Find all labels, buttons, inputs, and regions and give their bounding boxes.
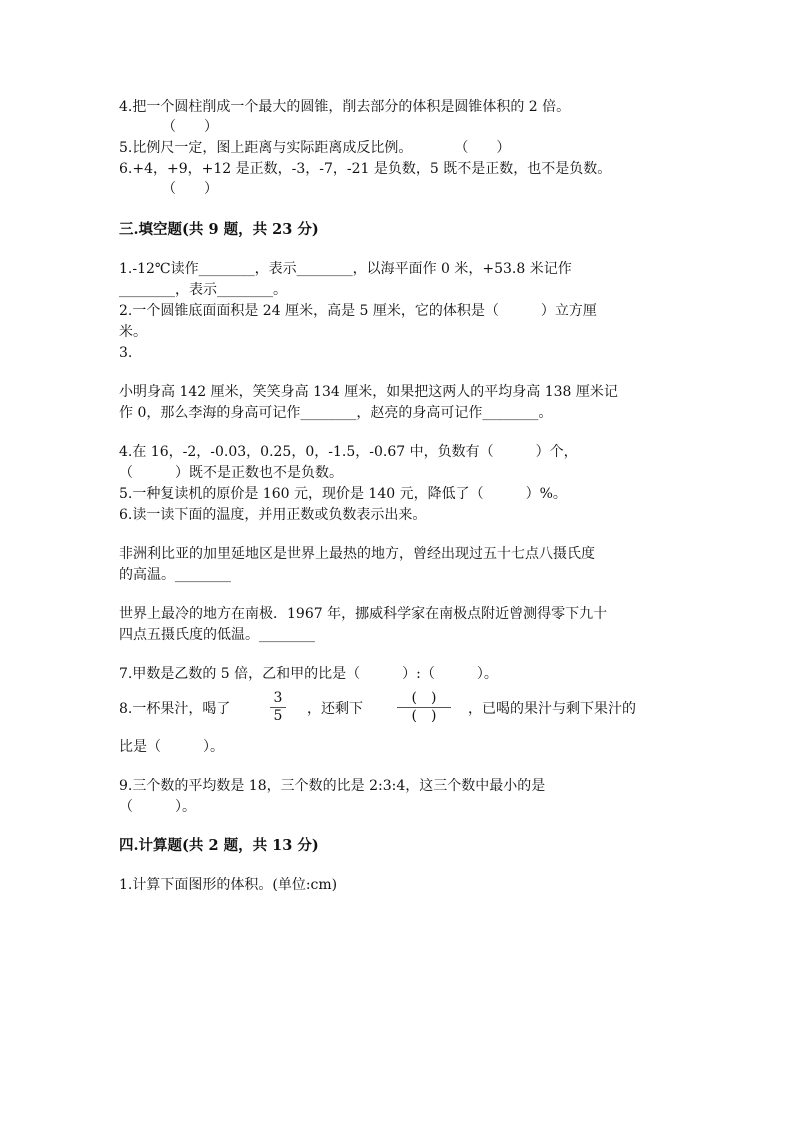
question-4-line-1: 4.在 16，-2，-0.03，0.25，0，-1.5，-0.67 中，负数有（ ）个， xyxy=(119,444,578,460)
question-6: 6.读一读下面的温度，并用正数或负数表示出来。 xyxy=(119,507,427,523)
question-6-hot-line-1: 非洲利比亚的加里延地区是世界上最热的地方，曾经出现过五十七点八摄氏度 xyxy=(119,546,595,562)
question-8-suffix: ，已喝的果汁与剩下果汁的 xyxy=(468,701,636,717)
question-9-line-2: （ ）。 xyxy=(119,799,196,815)
fraction-denominator: ( ) xyxy=(411,708,437,724)
question-3-number: 3. xyxy=(119,345,133,361)
question-7: 7.甲数是乙数的 5 倍，乙和甲的比是（ ）:（ ）。 xyxy=(119,666,498,682)
fraction-three-fifths xyxy=(270,691,286,724)
question-1-line-2: ________，表示________。 xyxy=(119,282,287,298)
question-2-line-1: 2.一个圆锥底面面积是 24 厘米，高是 5 厘米，它的体积是（ ）立方厘 xyxy=(119,303,597,319)
question-3-line-2: 作 0，那么李海的身高可记作________，赵亮的身高可记作________。 xyxy=(119,405,553,421)
question-9-line-1: 9.三个数的平均数是 18，三个数的比是 2:3:4，这三个数中最小的是 xyxy=(119,778,546,794)
question-4-line-2: （ ）既不是正数也不是负数。 xyxy=(119,465,343,481)
answer-bracket: （ ） xyxy=(162,119,218,135)
fraction-blank xyxy=(397,691,451,724)
question-6-cold-line-2: 四点五摄氏度的低温。________ xyxy=(119,627,315,643)
question-6-hot-line-2: 的高温。________ xyxy=(119,567,231,583)
question-5: 5.一种复读机的原价是 160 元，现价是 140 元，降低了（ ）%。 xyxy=(119,486,567,502)
question-2-line-2: 米。 xyxy=(119,324,147,340)
calc-question-1: 1.计算下面图形的体积。(单位:cm) xyxy=(119,877,338,893)
question-1-line-1: 1.-12℃读作________，表示________，以海平面作 0 米，+53.8 米记作 xyxy=(119,261,572,277)
question-6-cold-line-1: 世界上最冷的地方在南极．1967 年，挪威科学家在南极点附近曾测得零下九十 xyxy=(119,606,608,622)
fraction-numerator: 3 xyxy=(273,690,283,706)
judgement-item-5: 5.比例尺一定，图上距离与实际距离成反比例。 （ ） xyxy=(119,140,511,156)
section-4-heading: 四.计算题(共 2 题，共 13 分) xyxy=(119,837,319,854)
answer-bracket: （ ） xyxy=(162,181,218,197)
question-8-prefix: 8.一杯果汁，喝了 xyxy=(119,701,231,717)
section-3-heading: 三.填空题(共 9 题，共 23 分) xyxy=(119,221,319,238)
question-8-middle: ，还剩下 xyxy=(307,701,363,717)
fraction-numerator: ( ) xyxy=(411,690,437,706)
judgement-item-4: 4.把一个圆柱削成一个最大的圆锥，削去部分的体积是圆锥体积的 2 倍。 xyxy=(119,99,571,115)
fraction-denominator: 5 xyxy=(273,708,283,724)
question-3-line-1: 小明身高 142 厘米，笑笑身高 134 厘米，如果把这两人的平均身高 138 厘米记 xyxy=(119,384,618,400)
judgement-item-6: 6.+4，+9，+12 是正数，-3，-7，-21 是负数，5 既不是正数，也不是负数。 xyxy=(119,161,612,177)
question-8-line-2: 比是（ ）。 xyxy=(119,739,224,755)
